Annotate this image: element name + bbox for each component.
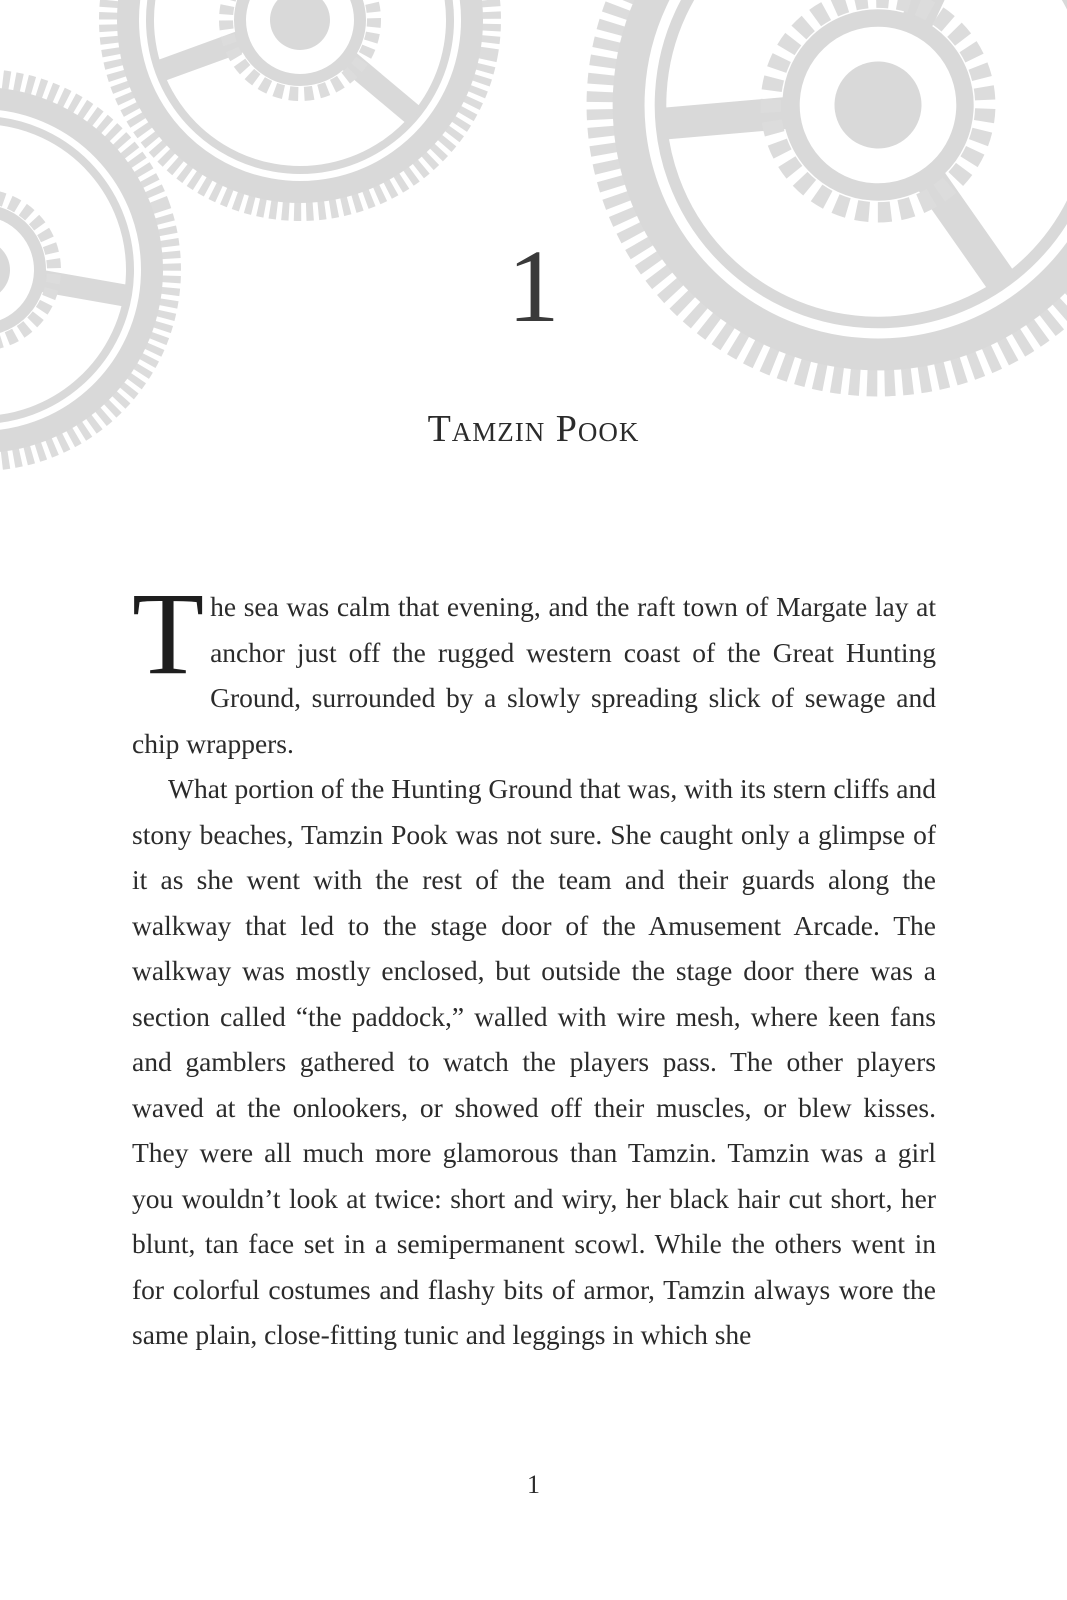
chapter-title: Tamzin Pook (427, 408, 640, 450)
drop-cap: T (132, 568, 205, 699)
chapter-number: 1 (507, 229, 560, 344)
paragraph-1-text: he sea was calm that evening, and the raft town of Margate lay at anchor just off the rugged western coast of the Great Hunting Ground, surrounded by a slowly spreading slick of sewage and chip wrappers. (132, 591, 936, 759)
paragraph-2: What portion of the Hunting Ground that was, with its stern cliffs and stony beaches, Tamzin Pook was not sure. She caught only a glimpse of it as she went with the rest of the team and their guards along the walkway that led to the stage door of the Amusement Arcade. The walkway was mostly enclosed, but outside the stage door there was a section called “the paddock,” walled with wire mesh, where keen fans and gamblers gathered to watch the players pass. The other players waved at the onlookers, or showed off their muscles, or blew kisses. They were all much more glamorous than Tamzin. Tamzin was a girl you wouldn’t look at twice: short and wiry, her black hair cut short, her blunt, tan face set in a semipermanent scowl. While the others went in for colorful costumes and flashy bits of armor, Tamzin always wore the same plain, close-fitting tunic and leggings in which she (132, 773, 936, 1350)
paragraph-1 (132, 568, 936, 766)
page-number: 1 (527, 1470, 540, 1499)
body-text (132, 568, 936, 1358)
